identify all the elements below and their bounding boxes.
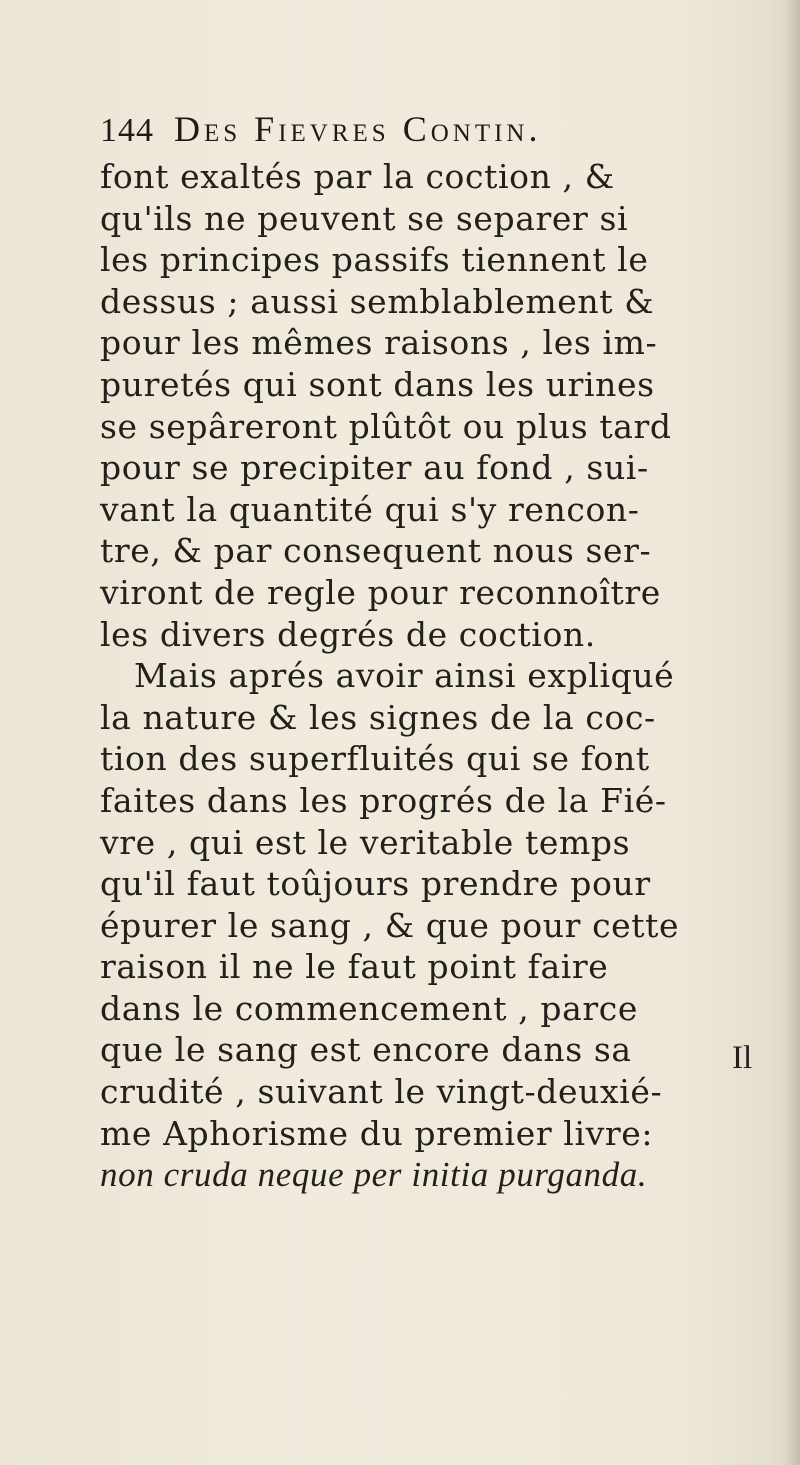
page-edge-shadow: [786, 0, 800, 1465]
body-text: [100, 156, 780, 1196]
text-line: se sepâreront plûtôt ou plus tard: [100, 406, 672, 446]
text-line: qu'ils ne peuvent se separer si: [100, 198, 629, 238]
text-line: raison il ne le faut point faire: [100, 947, 609, 987]
running-head: [100, 108, 740, 154]
text-line: la nature & les signes de la coc-: [100, 697, 656, 737]
text-line: les principes passifs tiennent le: [100, 240, 649, 280]
text-line: pour se precipiter au fond , sui-: [100, 448, 649, 488]
running-title: Des Fievres Contin.: [174, 109, 542, 149]
text-line: pour les mêmes raisons , les im-: [100, 323, 658, 363]
text-line: épurer le sang , & que pour cette: [100, 905, 680, 945]
latin-quotation: non cruda neque per initia purganda.: [100, 1155, 648, 1195]
text-line: tre, & par consequent nous ser-: [100, 531, 652, 571]
text-line: qu'il faut toûjours prendre pour: [100, 864, 651, 904]
text-line: viront de regle pour reconnoître: [100, 572, 661, 612]
text-line: crudité , suivant le vingt-deuxié-: [100, 1072, 663, 1112]
text-line: vre , qui est le veritable temps: [100, 822, 631, 862]
text-line: vant la quantité qui s'y rencon-: [100, 489, 640, 529]
page-number: 144: [100, 112, 154, 149]
paragraph-start-line: Mais aprés avoir ainsi expliqué: [134, 656, 675, 696]
text-line: que le sang est encore dans sa: [100, 1030, 632, 1070]
text-line: me Aphorisme du premier livre:: [100, 1113, 654, 1153]
text-line: dessus ; aussi semblablement &: [100, 281, 655, 321]
text-line: faites dans les progrés de la Fié-: [100, 780, 667, 820]
text-line: font exaltés par la coction , &: [100, 157, 615, 196]
text-line: dans le commencement , parce: [100, 988, 638, 1028]
catchword: Il: [732, 1040, 753, 1076]
text-line: tion des superfluités qui se font: [100, 739, 650, 779]
text-line: puretés qui sont dans les urines: [100, 364, 655, 404]
text-line: les divers degrés de coction.: [100, 614, 596, 654]
